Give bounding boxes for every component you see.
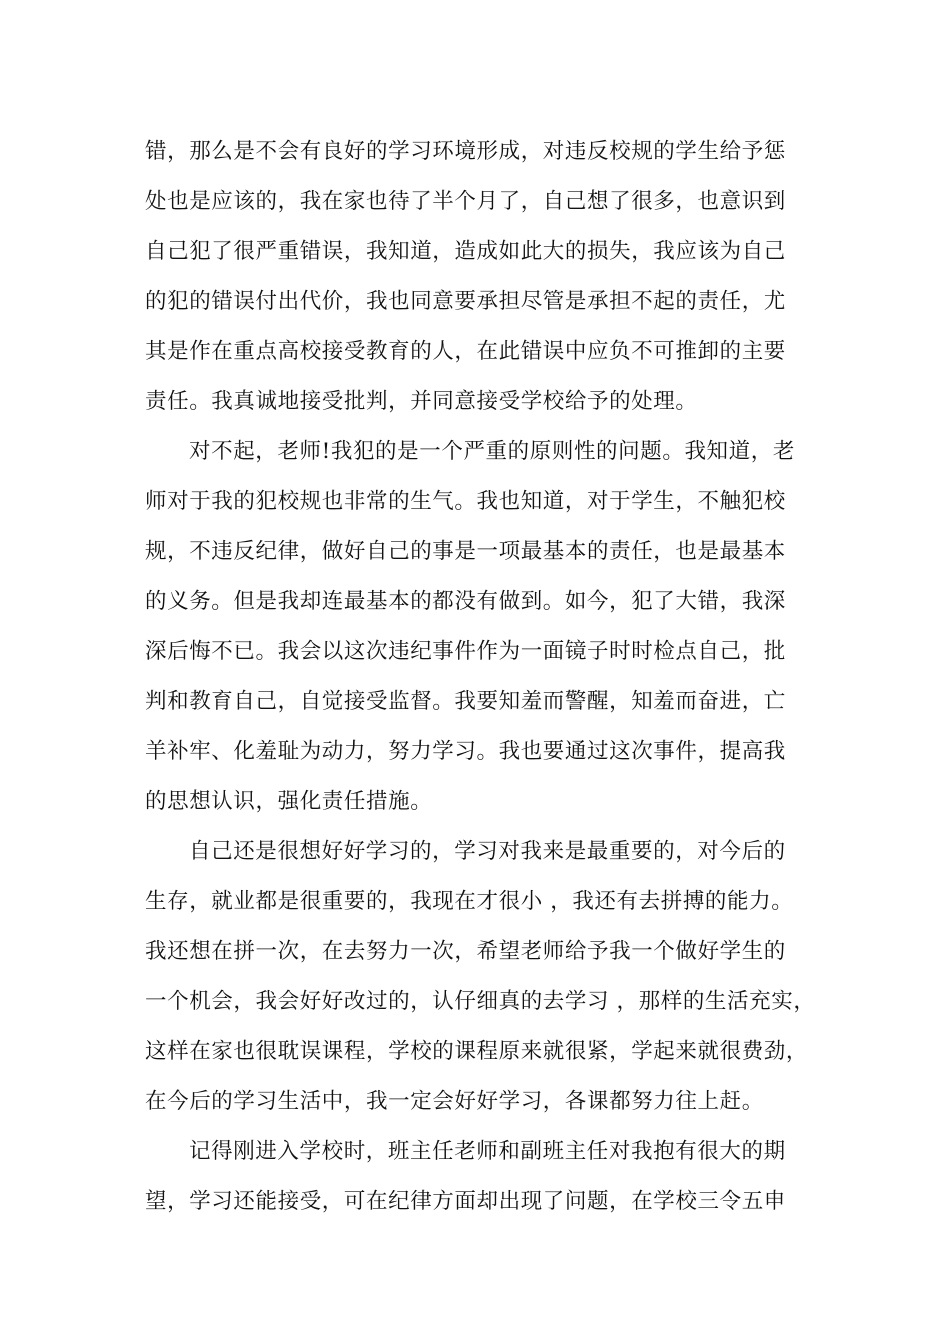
paragraph-first-line: 记得刚进入学校时，班主任老师和副班主任对我抱有很大的期 bbox=[189, 1139, 786, 1164]
text-line: 这样在家也很耽误课程，学校的课程原来就很紧，学起来就很费劲， bbox=[145, 1039, 809, 1064]
text-line: 在今后的学习生活中，我一定会好好学习，各课都努力往上赶。 bbox=[145, 1089, 764, 1114]
text-line: 深后悔不已。我会以这次违纪事件作为一面镜子时时检点自己，批 bbox=[145, 639, 786, 664]
text-line: 的义务。但是我却连最基本的都没有做到。如今，犯了大错，我深 bbox=[145, 589, 786, 614]
document-body bbox=[145, 127, 825, 1227]
text-line: 的思想认识，强化责任措施。 bbox=[145, 789, 433, 814]
text-line: 生存，就业都是很重要的，我现在才很小 ，我还有去拼搏的能力。 bbox=[145, 889, 794, 914]
text-line: 望，学习还能接受，可在纪律方面却出现了问题，在学校三令五申 bbox=[145, 1189, 786, 1214]
text-line: 判和教育自己，自觉接受监督。我要知羞而警醒，知羞而奋进，亡 bbox=[145, 689, 786, 714]
paragraph-first-line: 自己还是很想好好学习的，学习对我来是最重要的，对今后的 bbox=[189, 839, 786, 864]
text-line: 处也是应该的，我在家也待了半个月了，自己想了很多，也意识到 bbox=[145, 189, 786, 214]
text-line: 自己犯了很严重错误，我知道，造成如此大的损失，我应该为自己 bbox=[145, 239, 786, 264]
paragraph-first-line: 对不起，老师!我犯的是一个严重的原则性的问题。我知道，老 bbox=[189, 439, 795, 464]
text-line: 的犯的错误付出代价，我也同意要承担尽管是承担不起的责任，尤 bbox=[145, 289, 786, 314]
text-line: 我还想在拼一次，在去努力一次，希望老师给予我一个做好学生的 bbox=[145, 939, 786, 964]
text-line: 错，那么是不会有良好的学习环境形成，对违反校规的学生给予惩 bbox=[145, 139, 786, 164]
text-line: 其是作在重点高校接受教育的人，在此错误中应负不可推卸的主要 bbox=[145, 339, 786, 364]
text-line: 师对于我的犯校规也非常的生气。我也知道，对于学生，不触犯校 bbox=[145, 489, 786, 514]
text-line: 一个机会，我会好好改过的，认仔细真的去学习 ，那样的生活充实， bbox=[145, 989, 816, 1014]
text-line: 规，不违反纪律，做好自己的事是一项最基本的责任，也是最基本 bbox=[145, 539, 786, 564]
text-line: 责任。我真诚地接受批判，并同意接受学校给予的处理。 bbox=[145, 389, 698, 414]
text-line: 羊补牢、化羞耻为动力，努力学习。我也要通过这次事件，提高我 bbox=[145, 739, 786, 764]
